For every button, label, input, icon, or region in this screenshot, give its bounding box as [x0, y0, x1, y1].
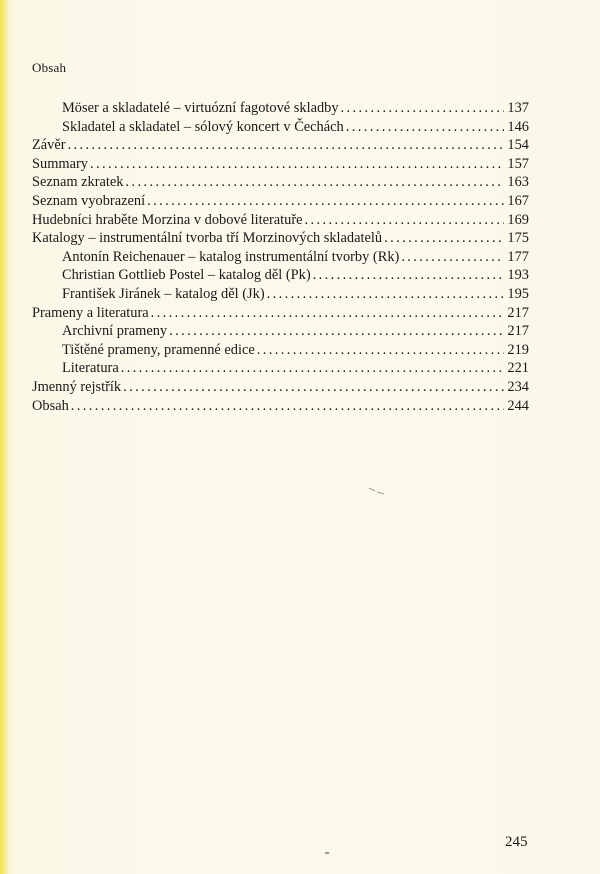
toc-entry-title: Jmenný rejstřík: [32, 378, 122, 395]
toc-entry-title: Obsah: [32, 397, 69, 414]
dot-leader: [401, 248, 504, 267]
dot-leader: [169, 322, 504, 341]
toc-entry-page: 177: [507, 248, 529, 265]
dot-leader: [71, 397, 505, 416]
toc-entry-title: Möser a skladatelé – virtuózní fagotové skladby: [62, 100, 339, 116]
toc-entry-title: František Jiránek – katalog děl (Jk): [62, 285, 265, 302]
toc-entry-page: 163: [507, 174, 529, 191]
toc-entry: [32, 248, 529, 267]
toc-entry-page: 137: [507, 100, 529, 116]
toc-entry: [32, 229, 529, 248]
toc-entry-title: Literatura: [62, 360, 119, 377]
toc-entry-page: 193: [507, 267, 529, 284]
toc-entry-title: Katalogy – instrumentální tvorba tří Morzinových skladatelů: [32, 230, 383, 247]
toc-entry-page: 244: [507, 397, 529, 414]
toc-entry-page: 195: [507, 285, 529, 302]
toc-entry: [32, 192, 529, 211]
dot-leader: [384, 229, 504, 248]
toc-entry-title: Hudebníci hraběte Morzina v dobové literatuře: [32, 211, 303, 228]
toc-entry-page: 157: [507, 155, 529, 172]
dot-leader: [267, 285, 505, 304]
toc-entry-title: Archivní prameny: [62, 323, 168, 340]
toc-entry-title: Skladatel a skladatel – sólový koncert v Čechách: [62, 118, 344, 135]
toc-entry: [32, 99, 529, 118]
dot-leader: [346, 118, 505, 137]
dot-leader: [305, 211, 505, 230]
toc-entry-title: Christian Gottlieb Postel – katalog děl (Pk): [62, 267, 311, 284]
dot-leader: [90, 155, 504, 174]
toc-entry-title: Závěr: [32, 137, 66, 154]
dot-leader: [121, 359, 505, 378]
toc-entry: [32, 155, 529, 174]
dot-leader: [126, 173, 505, 192]
toc-entry: [32, 211, 529, 230]
table-of-contents: [32, 99, 529, 415]
toc-entry: [32, 285, 529, 304]
toc-entry: [32, 341, 529, 360]
toc-entry-page: 221: [507, 360, 529, 377]
dot-leader: [147, 192, 504, 211]
toc-entry: [32, 266, 529, 285]
toc-entry-page: 167: [507, 192, 529, 209]
toc-entry-title: Seznam zkratek: [32, 174, 124, 191]
toc-entry-title: Seznam vyobrazení: [32, 192, 146, 209]
toc-entry-title: Summary: [32, 155, 88, 172]
toc-entry-page: 217: [507, 323, 529, 340]
paper-speck: [325, 852, 329, 854]
toc-entry: [32, 378, 529, 397]
toc-entry-page: 234: [507, 378, 529, 395]
toc-entry-page: 154: [507, 137, 529, 154]
toc-entry-page: 175: [507, 230, 529, 247]
toc-entry: [32, 397, 529, 416]
running-header: Obsah: [32, 60, 67, 75]
toc-entry-page: 146: [507, 118, 529, 135]
toc-entry-title: Prameny a literatura: [32, 304, 149, 321]
toc-entry-page: 219: [507, 341, 529, 358]
dot-leader: [257, 341, 505, 360]
toc-entry: [32, 136, 529, 155]
paper-smudge: [368, 487, 386, 495]
toc-entry: [32, 118, 529, 137]
toc-entry: [32, 173, 529, 192]
toc-entry: [32, 304, 529, 323]
dot-leader: [123, 378, 504, 397]
dot-leader: [313, 266, 505, 285]
dot-leader: [151, 304, 505, 323]
toc-entry-title: Antonín Reichenauer – katalog instrumentální tvorby (Rk): [62, 248, 400, 265]
page-number: 245: [505, 834, 528, 850]
dot-leader: [68, 136, 505, 155]
dot-leader: [341, 99, 505, 118]
toc-entry-page: 169: [507, 211, 529, 228]
toc-entry-page: 217: [507, 304, 529, 321]
toc-entry: [32, 359, 529, 378]
toc-entry-title: Tištěné prameny, pramenné edice: [62, 341, 255, 358]
toc-entry: [32, 322, 529, 341]
